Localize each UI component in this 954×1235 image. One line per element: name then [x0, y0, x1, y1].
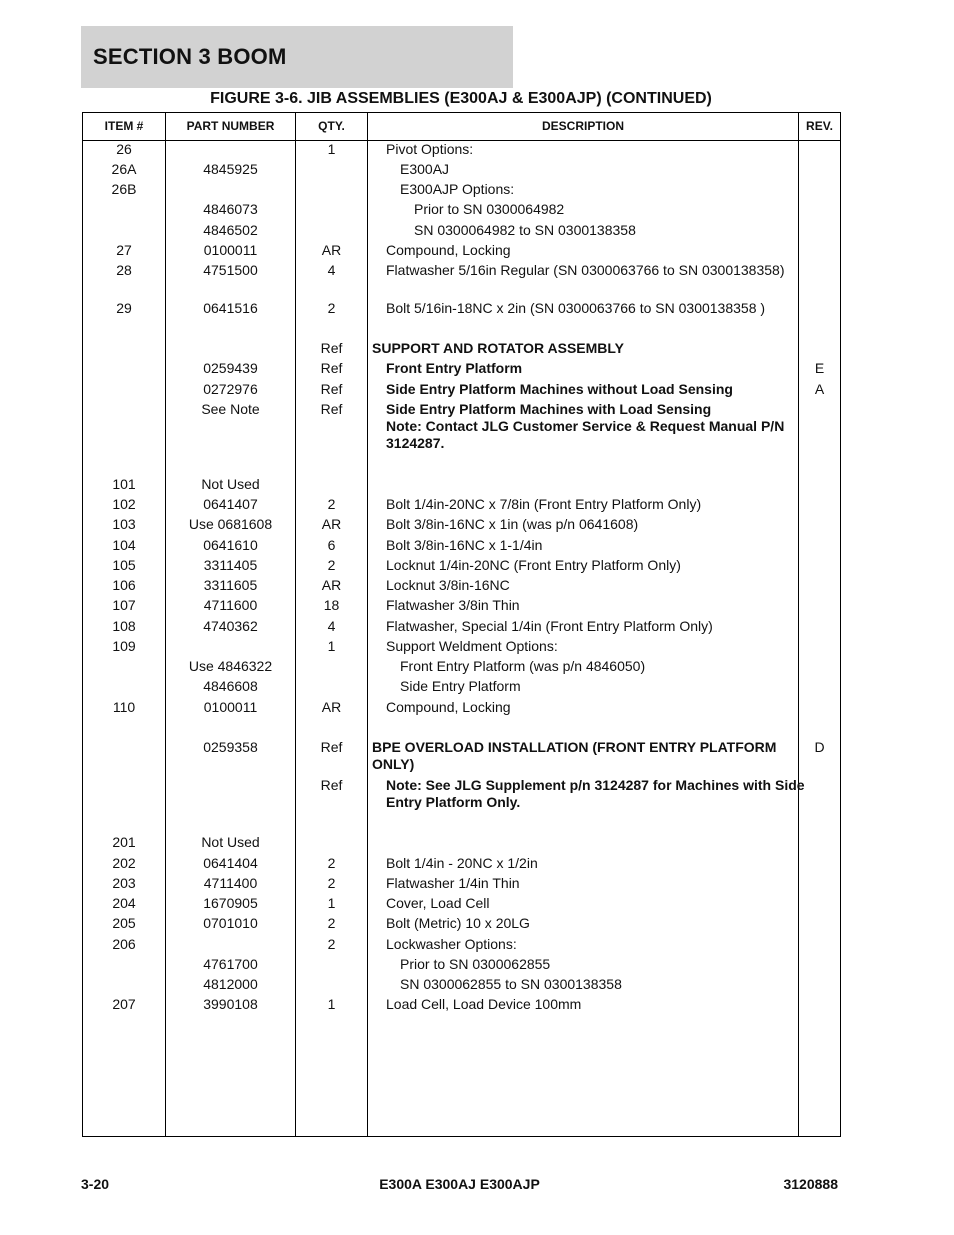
item-number: 207 — [112, 996, 136, 1012]
part-number: 0641404 — [203, 855, 258, 871]
part-number: 3311405 — [203, 557, 258, 573]
part-number: 4846073 — [203, 201, 258, 217]
part-number: 4751500 — [203, 262, 258, 278]
description: Cover, Load Cell — [386, 895, 490, 911]
quantity: AR — [321, 577, 342, 593]
part-number: 0701010 — [203, 915, 258, 931]
item-number: 27 — [116, 242, 132, 258]
quantity: 2 — [327, 936, 336, 952]
section-title: SECTION 3 BOOM — [81, 26, 513, 88]
description: Locknut 1/4in-20NC (Front Entry Platform Only) — [386, 557, 681, 573]
quantity: Ref — [320, 777, 343, 793]
description: Bolt 1/4in - 20NC x 1/2in — [386, 855, 538, 871]
revision: A — [814, 381, 825, 397]
part-number: 4740362 — [203, 618, 258, 634]
part-number: 3990108 — [203, 996, 258, 1012]
quantity: Ref — [320, 401, 343, 417]
item-number: 26A — [111, 161, 137, 177]
description: SN 0300062855 to SN 0300138358 — [400, 976, 622, 992]
description: Flatwasher 3/8in Thin — [386, 597, 520, 613]
revision: E — [814, 360, 825, 376]
item-number: 103 — [112, 516, 136, 532]
description: Bolt 5/16in-18NC x 2in (SN 0300063766 to SN 0300138358 ) — [386, 300, 766, 316]
item-number: 110 — [112, 699, 136, 715]
part-number: 4846608 — [203, 678, 258, 694]
description: Compound, Locking — [386, 699, 511, 715]
quantity: 1 — [327, 996, 336, 1012]
part-number: 0641516 — [203, 300, 258, 316]
description: E300AJP Options: — [400, 181, 515, 197]
part-number: 4761700 — [203, 956, 258, 972]
item-number: 202 — [112, 855, 136, 871]
description: Flatwasher 5/16in Regular (SN 0300063766 to SN 0300138358) — [386, 262, 785, 278]
header-part-number: PART NUMBER — [186, 119, 275, 133]
item-number: 101 — [112, 476, 136, 492]
quantity: Ref — [320, 360, 343, 376]
quantity: AR — [321, 699, 342, 715]
part-number: 4845925 — [203, 161, 258, 177]
quantity: AR — [321, 516, 342, 532]
item-number: 206 — [112, 936, 136, 952]
description: Flatwasher, Special 1/4in (Front Entry Platform Only) — [386, 618, 713, 634]
quantity: Ref — [320, 381, 343, 397]
header-qty: QTY. — [318, 119, 345, 133]
item-number: 29 — [116, 300, 132, 316]
item-number: 107 — [112, 597, 136, 613]
quantity: 2 — [327, 496, 336, 512]
item-number: 105 — [112, 557, 136, 573]
description: Locknut 3/8in-16NC — [386, 577, 510, 593]
description: Bolt 1/4in-20NC x 7/8in (Front Entry Platform Only) — [386, 496, 702, 512]
quantity: 1 — [327, 638, 336, 654]
part-number: 0641610 — [203, 537, 258, 553]
item-number: 102 — [112, 496, 136, 512]
quantity: 18 — [323, 597, 340, 613]
description: Prior to SN 0300064982 — [414, 201, 565, 217]
description: Bolt 3/8in-16NC x 1in (was p/n 0641608) — [386, 516, 639, 532]
header-rev: REV. — [806, 119, 833, 133]
item-number: 203 — [112, 875, 136, 891]
footer-models: E300A E300AJ E300AJP — [379, 1176, 540, 1192]
quantity: 1 — [327, 895, 336, 911]
part-number: 3311605 — [203, 577, 258, 593]
description: Pivot Options: — [386, 141, 474, 157]
part-number: 0100011 — [203, 242, 258, 258]
part-number: 0259439 — [203, 360, 258, 376]
quantity: AR — [321, 242, 342, 258]
item-number: 106 — [112, 577, 136, 593]
quantity: 1 — [327, 141, 336, 157]
description: Support Weldment Options: — [386, 638, 558, 654]
quantity: 4 — [327, 262, 336, 278]
part-number: Not Used — [201, 834, 260, 850]
part-number: 0259358 — [203, 739, 258, 755]
quantity: 6 — [327, 537, 336, 553]
page-number: 3-20 — [81, 1176, 110, 1192]
description: Note: See JLG Supplement p/n 3124287 for Machines with Side Entry Platform Only. — [386, 777, 805, 810]
header-item: ITEM # — [104, 119, 144, 133]
description: Front Entry Platform (was p/n 4846050) — [400, 658, 646, 674]
part-number: 0272976 — [203, 381, 258, 397]
part-number: See Note — [201, 401, 260, 417]
description: Bolt 3/8in-16NC x 1-1/4in — [386, 537, 543, 553]
item-number: 109 — [112, 638, 136, 654]
part-number: Use 0681608 — [188, 516, 273, 532]
header-description: DESCRIPTION — [541, 119, 624, 133]
description: SN 0300064982 to SN 0300138358 — [414, 222, 636, 238]
description: Load Cell, Load Device 100mm — [386, 996, 582, 1012]
description: BPE OVERLOAD INSTALLATION (FRONT ENTRY PLATFORM ONLY) — [372, 739, 777, 772]
item-number: 201 — [112, 834, 136, 850]
table-header — [83, 113, 840, 141]
item-number: 26 — [116, 141, 132, 157]
revision: D — [814, 739, 825, 755]
item-number: 108 — [112, 618, 136, 634]
description: Compound, Locking — [386, 242, 511, 258]
part-number: 4846502 — [203, 222, 258, 238]
part-number: Use 4846322 — [188, 658, 273, 674]
part-number: 4812000 — [203, 976, 258, 992]
description: Side Entry Platform — [400, 678, 521, 694]
quantity: 2 — [327, 875, 336, 891]
part-number: 4711400 — [203, 875, 258, 891]
page-footer — [81, 1176, 838, 1196]
item-number: 28 — [116, 262, 132, 278]
item-number: 104 — [112, 537, 136, 553]
quantity: 2 — [327, 300, 336, 316]
quantity: 2 — [327, 855, 336, 871]
quantity: 4 — [327, 618, 336, 634]
quantity: 2 — [327, 915, 336, 931]
description: Flatwasher 1/4in Thin — [386, 875, 520, 891]
part-number: 0641407 — [203, 496, 258, 512]
document-number: 3120888 — [783, 1176, 838, 1192]
description: Lockwasher Options: — [386, 936, 517, 952]
item-number: 26B — [111, 181, 137, 197]
description: E300AJ — [400, 161, 450, 177]
quantity: Ref — [320, 739, 343, 755]
description: Side Entry Platform Machines with Load Sensing Note: Contact JLG Customer Service & Request Manual P/N 3124287. — [386, 401, 785, 451]
part-number: 1670905 — [203, 895, 258, 911]
description: Prior to SN 0300062855 — [400, 956, 551, 972]
part-number: Not Used — [201, 476, 260, 492]
item-number: 204 — [112, 895, 136, 911]
parts-table — [82, 112, 841, 1137]
quantity: Ref — [320, 340, 343, 356]
description: Front Entry Platform — [386, 360, 523, 376]
description: Side Entry Platform Machines without Load Sensing — [386, 381, 733, 397]
part-number: 4711600 — [203, 597, 258, 613]
quantity: 2 — [327, 557, 336, 573]
item-number: 205 — [112, 915, 136, 931]
part-number: 0100011 — [203, 699, 258, 715]
description: Bolt (Metric) 10 x 20LG — [386, 915, 530, 931]
figure-title: FIGURE 3-6. JIB ASSEMBLIES (E300AJ & E300AJP) (CONTINUED) — [210, 90, 712, 107]
description: SUPPORT AND ROTATOR ASSEMBLY — [372, 340, 625, 356]
